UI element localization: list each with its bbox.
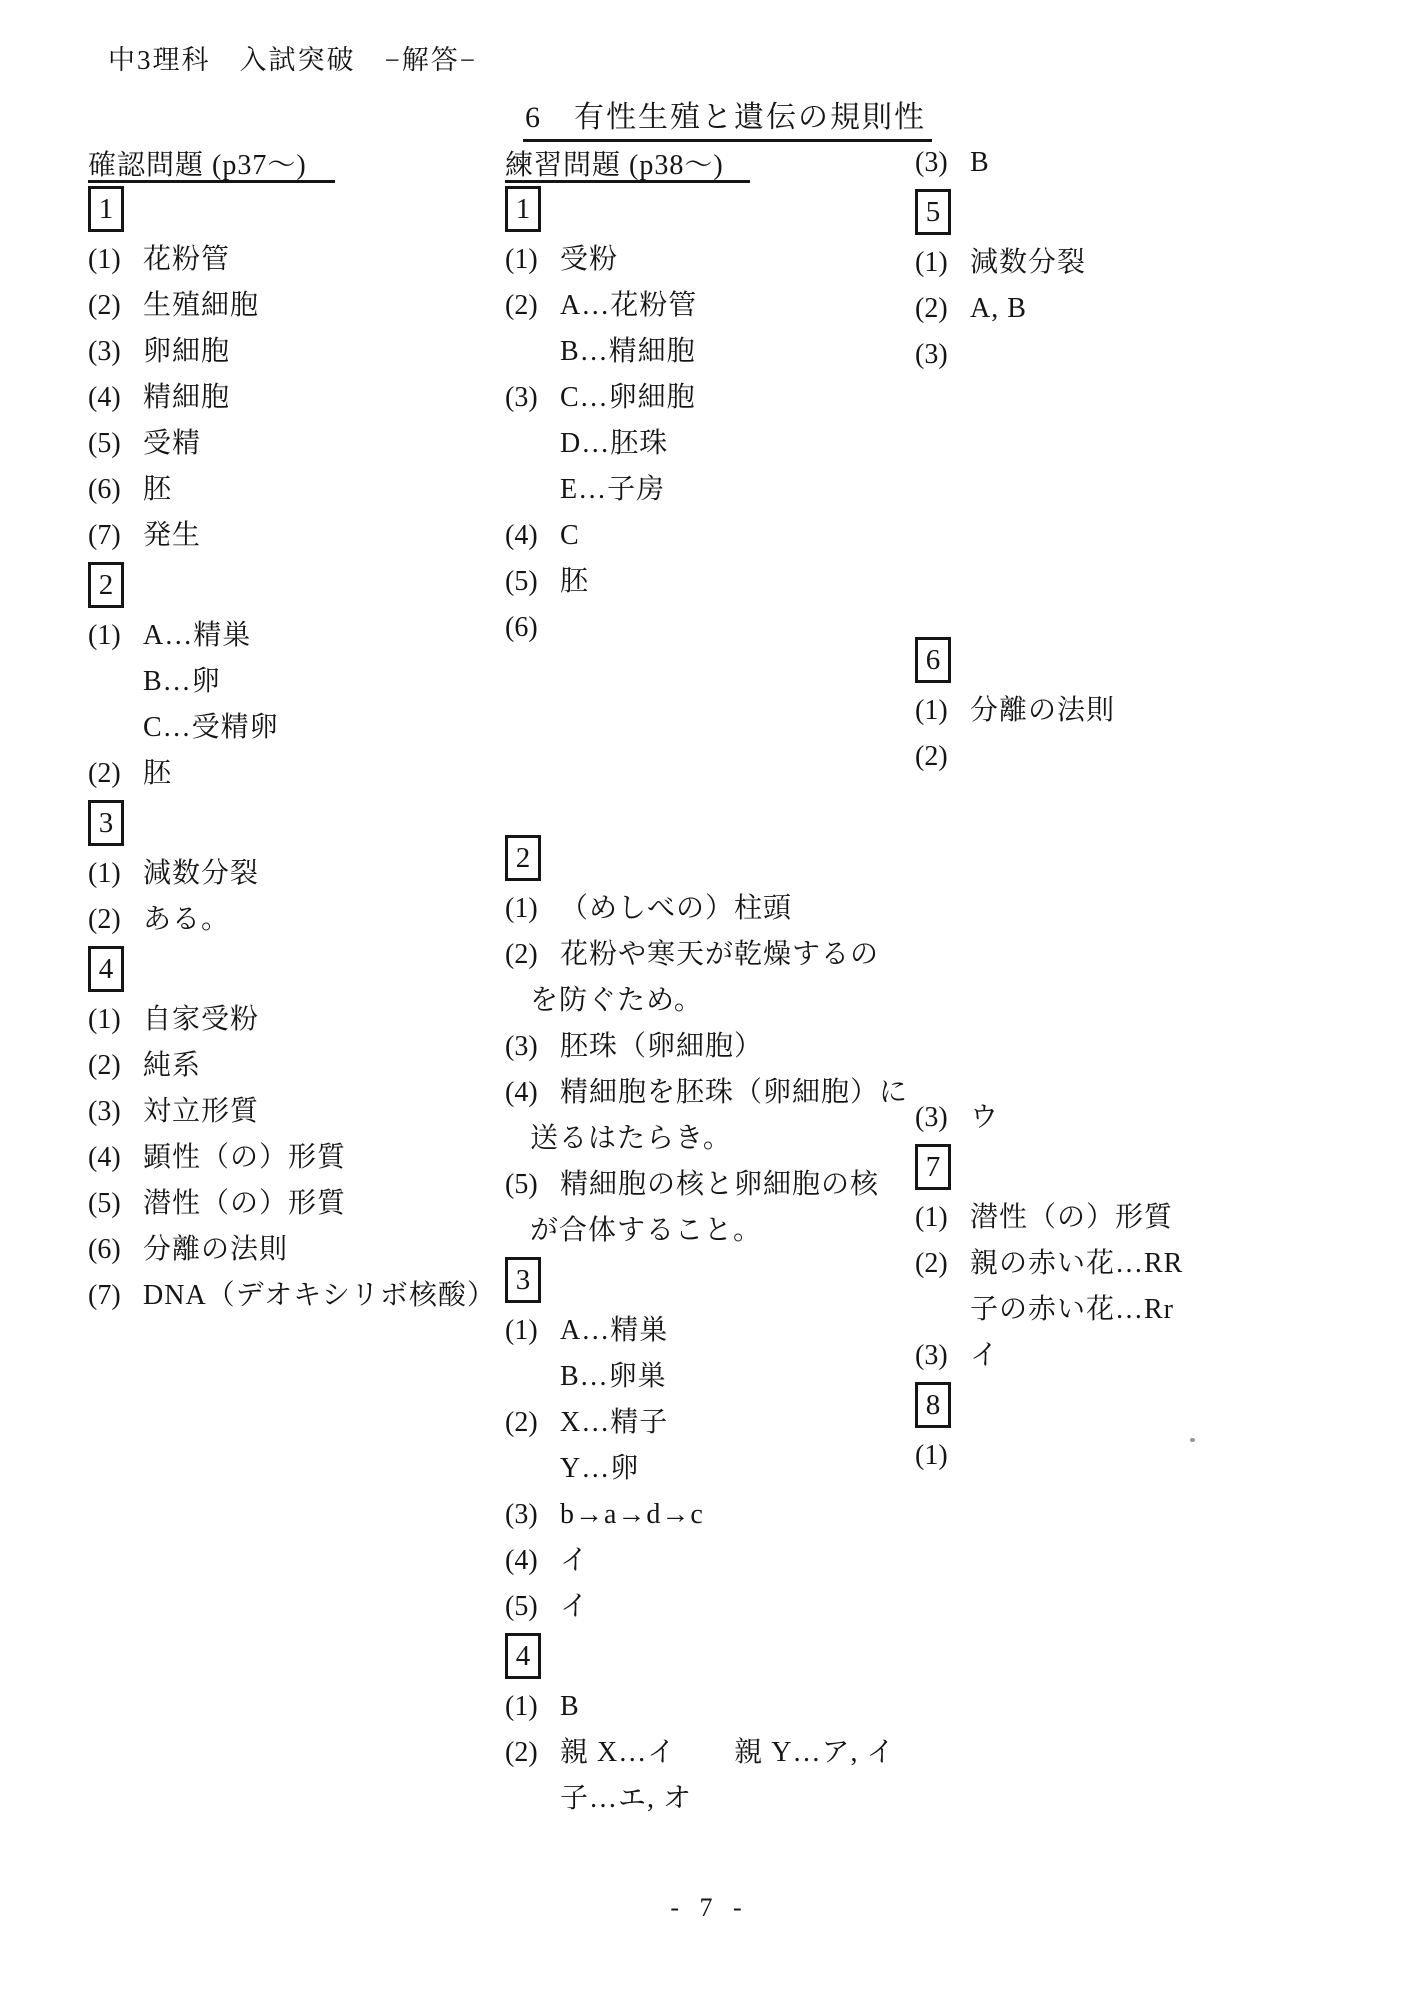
answer-label: (1) [915, 1202, 948, 1233]
answer-label: (5) [505, 1169, 538, 1200]
answer-label: (3) [915, 147, 948, 178]
question-number-box: 5 [915, 189, 951, 235]
answer-row [88, 1276, 496, 1322]
answer-label: (1) [915, 695, 948, 726]
answer-text: B [970, 147, 990, 178]
answer-row [88, 286, 433, 332]
answer-label: (1) [88, 858, 121, 889]
answer-label: (2) [88, 1050, 121, 1081]
answer-label: (1) [915, 1440, 948, 1471]
answer-text: 精細胞 [143, 382, 231, 413]
answer-text: 送るはたらき。 [530, 1123, 732, 1154]
answer-text: A…精巣 [143, 620, 252, 651]
question-number-box: 6 [915, 637, 951, 683]
answer-text: 潜性（の）形質 [143, 1188, 347, 1219]
question-box-row [505, 835, 937, 889]
answer-text: C…受精卵 [143, 712, 279, 743]
question-box-row [505, 1633, 937, 1687]
answer-text: 胚 [560, 566, 590, 597]
answer-continuation-row [505, 1119, 937, 1165]
answer-row [88, 424, 433, 470]
answer-text: 胚 [143, 474, 173, 505]
answer-continuation-row [505, 1211, 937, 1257]
answer-text: D…胚珠 [560, 428, 669, 459]
question-box-row [88, 562, 433, 616]
column-gap [915, 381, 1255, 637]
answer-text: イ [560, 1545, 590, 1576]
answer-label: (3) [915, 1340, 948, 1371]
answer-label: (5) [88, 428, 121, 459]
answer-continuation-row [505, 424, 937, 470]
answer-label: (3) [915, 339, 948, 370]
answer-row [915, 737, 1255, 783]
question-number-box: 2 [88, 562, 124, 608]
question-number-box: 4 [88, 946, 124, 992]
answer-text: 花粉や寒天が乾燥するの [560, 939, 880, 970]
question-number-box: 3 [505, 1257, 541, 1303]
answer-row [88, 470, 433, 516]
answer-text: 生殖細胞 [143, 290, 260, 321]
answer-continuation-row [505, 1449, 937, 1495]
answer-text: b→a→d→c [560, 1499, 704, 1530]
question-number-box: 8 [915, 1382, 951, 1428]
question-box-row [88, 800, 433, 854]
answer-text: 子の赤い花…Rr [970, 1294, 1175, 1325]
column-practice-continued [915, 143, 1255, 1482]
answer-continuation-row [88, 662, 433, 708]
answer-text: 受粉 [560, 244, 619, 275]
column-confirmation-problems [88, 143, 496, 1322]
answer-text: 自家受粉 [143, 1004, 260, 1035]
answer-row [505, 1687, 937, 1733]
answer-label: (2) [88, 758, 121, 789]
answer-label: (5) [505, 566, 538, 597]
answer-text: 卵細胞 [143, 336, 231, 367]
answer-row [505, 935, 937, 981]
answer-continuation-row [505, 1779, 937, 1825]
answer-text: ウ [970, 1102, 1000, 1133]
answer-label: (2) [505, 290, 538, 321]
document-title: 中3理科 入試突破 −解答− [108, 45, 477, 75]
answer-text: X…精子 [560, 1407, 669, 1438]
answer-text: B…精細胞 [560, 336, 696, 367]
answer-row [915, 1198, 1255, 1244]
answer-row [505, 1495, 937, 1541]
answer-row [505, 378, 937, 424]
answer-row [505, 608, 937, 654]
answer-row [915, 243, 1255, 289]
answer-row [505, 286, 937, 332]
answer-row [915, 1436, 1255, 1482]
answer-label: (4) [88, 382, 121, 413]
answer-label: (2) [88, 290, 121, 321]
answer-row [88, 854, 433, 900]
column-practice-problems [505, 143, 937, 1825]
answer-row [505, 516, 937, 562]
answer-text: イ [970, 1340, 1000, 1371]
answer-label: (6) [505, 612, 538, 643]
answer-row [505, 1733, 937, 1779]
answer-text: 減数分裂 [143, 858, 260, 889]
answer-label: (3) [505, 1031, 538, 1062]
answer-row [915, 289, 1255, 335]
answer-continuation-row [915, 1290, 1255, 1336]
answer-row [88, 754, 433, 800]
answer-row [505, 1165, 937, 1211]
answer-text: 精細胞を胚珠（卵細胞）に [560, 1077, 909, 1108]
answer-label: (3) [505, 382, 538, 413]
question-box-row [915, 1144, 1255, 1198]
answer-text: 子…エ, オ [560, 1783, 693, 1814]
answer-row [88, 332, 433, 378]
answer-row [915, 335, 1255, 381]
answer-row [505, 1587, 937, 1633]
question-number-box: 4 [505, 1633, 541, 1679]
answer-row [88, 516, 433, 562]
question-box-row [505, 1257, 937, 1311]
answer-row [88, 1000, 433, 1046]
answer-text: 発生 [143, 520, 202, 551]
answer-label: (1) [88, 1004, 121, 1035]
answer-text: 胚珠（卵細胞） [560, 1031, 764, 1062]
answer-label: (3) [915, 1102, 948, 1133]
answer-label: (4) [505, 1077, 538, 1108]
column-heading-confirmation: 確認問題 (p37～) [88, 143, 335, 183]
answer-label: (1) [505, 244, 538, 275]
answer-text: 純系 [143, 1050, 202, 1081]
answer-row [915, 1336, 1255, 1382]
question-number-box: 1 [88, 186, 124, 232]
answer-label: (2) [915, 1248, 948, 1279]
answer-text: DNA（デオキシリボ核酸） [143, 1280, 496, 1311]
answer-text: B [560, 1691, 580, 1722]
answer-label: (7) [88, 1280, 121, 1311]
answer-label: (1) [88, 620, 121, 651]
answer-row [505, 1541, 937, 1587]
answer-text: A…精巣 [560, 1315, 669, 1346]
answer-text: C…卵細胞 [560, 382, 696, 413]
answer-text: Y…卵 [560, 1453, 640, 1484]
answer-text: 分離の法則 [143, 1234, 289, 1265]
answer-row [88, 378, 433, 424]
column-heading-practice: 練習問題 (p38～) [505, 143, 750, 183]
question-box-row [88, 946, 433, 1000]
answer-text: B…卵 [143, 666, 221, 697]
page-number: - 7 - [670, 1893, 749, 1922]
answer-label: (2) [505, 1737, 538, 1768]
answer-text: A…花粉管 [560, 290, 698, 321]
answer-label: (6) [88, 474, 121, 505]
answer-text: 精細胞の核と卵細胞の核 [560, 1169, 880, 1200]
answer-text: 顕性（の）形質 [143, 1142, 347, 1173]
answer-label: (1) [915, 247, 948, 278]
answer-text: イ [560, 1591, 590, 1622]
answer-text: B…卵巣 [560, 1361, 667, 1392]
question-number-box: 2 [505, 835, 541, 881]
answer-label: (3) [505, 1499, 538, 1530]
answer-label: (4) [88, 1142, 121, 1173]
answer-text: 潜性（の）形質 [970, 1202, 1174, 1233]
answer-text: E…子房 [560, 474, 666, 505]
answer-text: （めしべの）柱頭 [560, 893, 793, 924]
answer-row [88, 1092, 433, 1138]
answer-label: (4) [505, 520, 538, 551]
answer-label: (5) [505, 1591, 538, 1622]
answer-row [88, 1230, 433, 1276]
answer-row [88, 240, 433, 286]
answer-text: 分離の法則 [970, 695, 1116, 726]
answer-row [88, 1184, 433, 1230]
scan-speck [1190, 1438, 1195, 1442]
answer-label: (1) [88, 244, 121, 275]
question-box-row [915, 637, 1255, 691]
question-box-row [88, 186, 433, 240]
answer-row [505, 889, 937, 935]
answer-label: (2) [505, 939, 538, 970]
answer-row [505, 1027, 937, 1073]
answer-text: を防ぐため。 [530, 985, 703, 1016]
answer-row [915, 1098, 1255, 1144]
answer-continuation-row [505, 981, 937, 1027]
answer-text: A, B [970, 293, 1027, 324]
section-title: 6 有性生殖と遺伝の規則性 [523, 92, 932, 142]
answer-label: (2) [505, 1407, 538, 1438]
answer-text: 胚 [143, 758, 173, 789]
answer-text: 親 X…イ 親 Y…ア, イ [560, 1737, 896, 1768]
answer-label: (1) [505, 1691, 538, 1722]
question-number-box: 1 [505, 186, 541, 232]
answer-label: (5) [88, 1188, 121, 1219]
answer-label: (3) [88, 336, 121, 367]
answer-text: 減数分裂 [970, 247, 1087, 278]
question-box-row [915, 1382, 1255, 1436]
answer-label: (1) [505, 893, 538, 924]
answer-row [505, 1311, 937, 1357]
answer-row [88, 1046, 433, 1092]
question-number-box: 7 [915, 1144, 951, 1190]
answer-row [505, 562, 937, 608]
answer-text: 受精 [143, 428, 202, 459]
answer-text: 親の赤い花…RR [970, 1248, 1184, 1279]
answer-continuation-row [505, 1357, 937, 1403]
answer-text: が合体すること。 [530, 1215, 763, 1246]
answer-row [915, 1244, 1255, 1290]
answer-row [915, 691, 1255, 737]
answer-row [505, 1403, 937, 1449]
column-gap [915, 783, 1255, 1098]
answer-row [88, 900, 433, 946]
answer-continuation-row [505, 332, 937, 378]
answer-label: (6) [88, 1234, 121, 1265]
question-box-row [505, 186, 937, 240]
question-number-box: 3 [88, 800, 124, 846]
answer-row [88, 616, 433, 662]
answer-continuation-row [505, 470, 937, 516]
answer-label: (2) [915, 293, 948, 324]
answer-label: (4) [505, 1545, 538, 1576]
question-box-row [915, 189, 1255, 243]
answer-label: (3) [88, 1096, 121, 1127]
answer-row [505, 1073, 937, 1119]
answer-text: C [560, 520, 580, 551]
answer-label: (7) [88, 520, 121, 551]
answer-text: 対立形質 [143, 1096, 260, 1127]
answer-label: (1) [505, 1315, 538, 1346]
answer-label: (2) [88, 904, 121, 935]
answer-row [88, 1138, 433, 1184]
answer-continuation-row [88, 708, 433, 754]
answer-label: (2) [915, 741, 948, 772]
answer-text: 花粉管 [143, 244, 231, 275]
answer-text: ある。 [143, 904, 231, 935]
column-gap [505, 654, 937, 835]
answer-row [505, 240, 937, 286]
answer-row [915, 143, 1255, 189]
